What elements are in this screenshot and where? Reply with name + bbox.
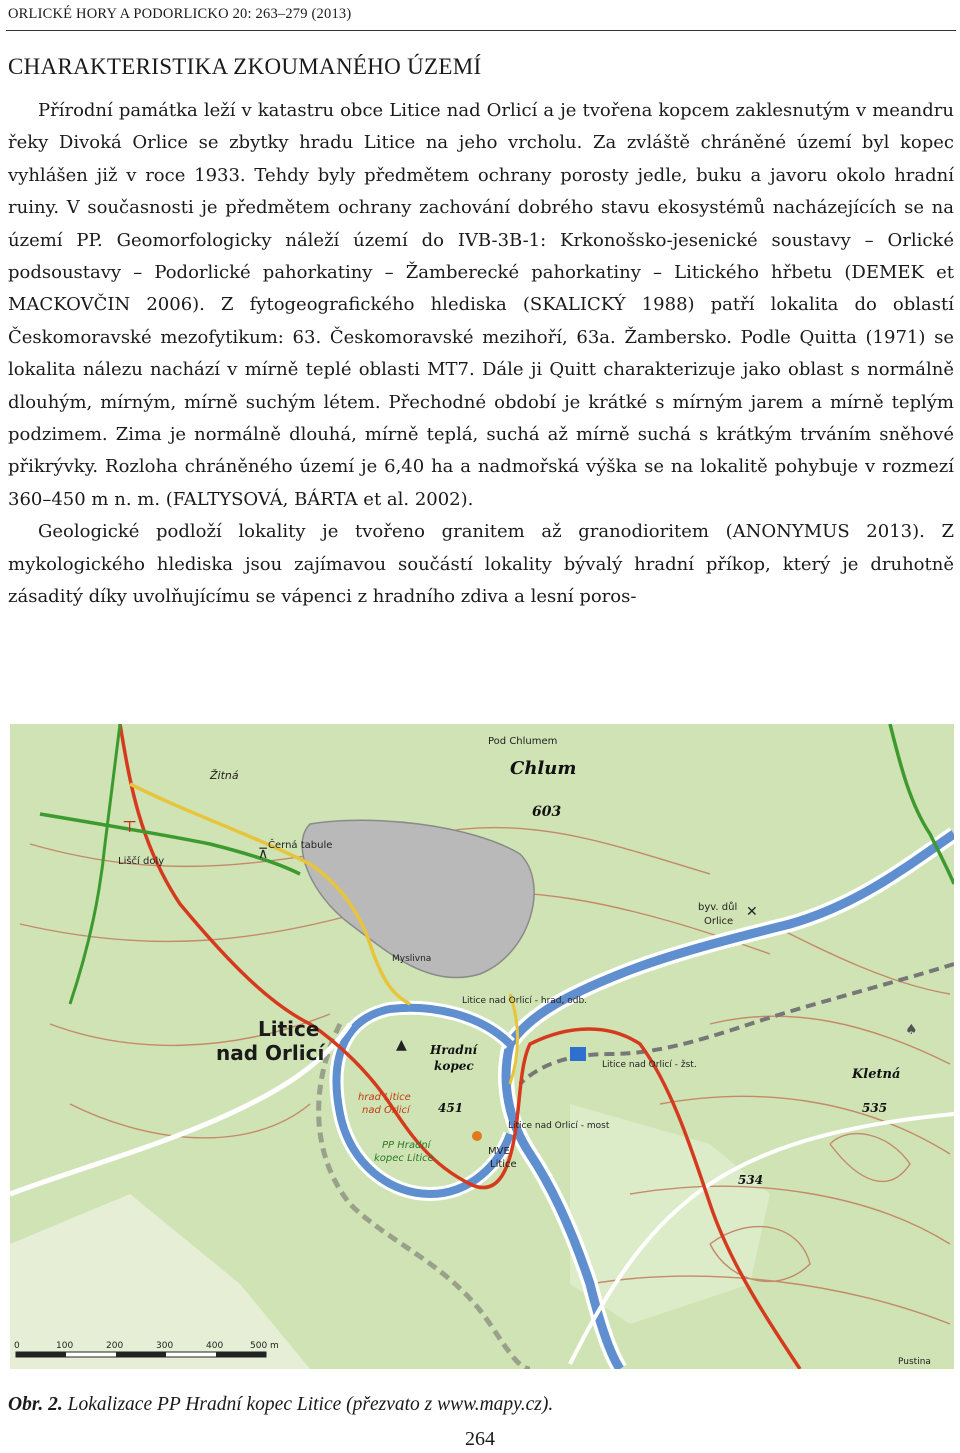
map-label-byv-dul: byv. důl: [698, 902, 738, 913]
scale-label-300: 300: [156, 1341, 174, 1351]
map-castle-icon: ▲: [396, 1037, 407, 1053]
map-label-chlum: Chlum: [510, 758, 577, 779]
scale-label-0: 0: [14, 1341, 20, 1351]
figure-caption: [8, 1394, 553, 1416]
map-label-orlice: Orlice: [704, 916, 734, 927]
caption-text: Lokalizace PP Hradní kopec Litice (přezvato z www.mapy.cz).: [67, 1394, 554, 1415]
map-label-litice-most: Litice nad Orlicí - most: [508, 1121, 610, 1131]
map-label-pod-chlumem: Pod Chlumem: [488, 736, 558, 747]
map-label-lisci-doly: Liščí doly: [118, 856, 165, 867]
map-signpost-icon: ⊤: [122, 817, 138, 836]
scale-label-400: 400: [206, 1341, 224, 1351]
scale-label-100: 100: [56, 1341, 74, 1351]
header-rule: [6, 30, 956, 31]
page-number: 264: [465, 1428, 495, 1450]
map-label-town-litice: Litice: [258, 1017, 320, 1041]
caption-label: Obr. 2.: [8, 1394, 63, 1415]
map-label-mve-litice: Litice: [490, 1159, 517, 1170]
body-text: [8, 95, 954, 614]
map-tree-icon: ♠: [905, 1022, 918, 1038]
map-label-hrad-litice: hrad Litice: [358, 1092, 411, 1103]
map-label-kletna: Kletná: [852, 1067, 901, 1082]
scale-label-500: 500 m: [250, 1341, 279, 1351]
map-label-litice-zst: Litice nad Orlicí - žst.: [602, 1060, 697, 1070]
map-label-hrad-nad-orlici: nad Orlicí: [362, 1105, 410, 1116]
map-label-chlum-elevation: 603: [532, 804, 562, 820]
running-head: ORLICKÉ HORY A PODORLICKO 20: 263–279 (2013): [8, 6, 352, 22]
map-label-pp-kopec-litice: kopec Litice: [374, 1153, 434, 1164]
map-label-kopec: kopec: [434, 1059, 474, 1073]
map-label-kletna-elevation: 535: [862, 1101, 888, 1115]
map-label-litice-hrad: Litice nad Orlicí - hrad, odb.: [462, 996, 588, 1006]
paragraph-2: Geologické podloží lokality je tvořeno granitem až granodioritem (ANONYMUS 2013). Z mykologického hlediska jsou zajímavou součástí lokality bývalý hradní příkop, který je druhotně zásaditý díky uvolňujícímu se vápenci z hradního zdiva a lesní poros-: [8, 521, 954, 608]
map-label-hrad-elevation: 451: [438, 1101, 464, 1115]
map-label-mve: MVE: [488, 1146, 510, 1157]
map-image: [10, 724, 954, 1369]
map-label-town-nad-orlici: nad Orlicí: [216, 1041, 325, 1065]
map-poi-icon: [472, 1131, 482, 1141]
map-label-elevation-534: 534: [738, 1173, 764, 1187]
map-label-cerna-tabule: Černá tabule: [268, 840, 333, 851]
map-label-zitna: Žitná: [210, 769, 239, 782]
map-label-myslivna: Myslivna: [392, 954, 432, 964]
section-title: CHARAKTERISTIKA ZKOUMANÉHO ÚZEMÍ: [8, 54, 482, 79]
map-station-icon: [570, 1047, 586, 1061]
scale-label-200: 200: [106, 1341, 124, 1351]
map-label-pustina: Pustina: [898, 1357, 931, 1367]
map-label-pp-hradni: PP Hradní: [382, 1140, 431, 1151]
map-label-hradni: Hradní: [430, 1043, 478, 1057]
map-picnic-icon: ⊼: [258, 846, 269, 862]
map-figure: [10, 724, 954, 1369]
map-mine-icon: ✕: [746, 904, 758, 920]
paragraph-1: Přírodní památka leží v katastru obce Litice nad Orlicí a je tvořena kopcem zaklesnutým v meandru řeky Divoká Orlice se zbytky hradu Litice na jeho vrcholu. Za zvláště chráněné území byl kopec vyhlášen již v roce 1933. Tehdy byly předmětem ochrany porosty jedle, buku a javoru okolo hradní ruiny. V současnosti je předmětem ochrany zachování dobrého stavu ekosystémů nacházejících se na území PP. Geomorfologicky náleží území do IVB-3B-1: Krkonošsko-jesenické soustavy – Orlické podsoustavy – Podorlické pahorkatiny – Žamberecké pahorkatiny – Litického hřbetu (DEMEK et MACKOVČIN 2006). Z fytogeografického hlediska (SKALICKÝ 1988) patří lokalita do oblastí Českomoravské mezofytikum: 63. Českomoravské mezihoří, 63a. Žambersko. Podle Quitta (1971) se lokalita nálezu nachází v mírně teplé oblasti MT7. Dále ji Quitt charakterizuje jako oblast s normálně dlouhým, mírným, mírně suchým létem. Přechodné období je krátké s mírným jarem a mírně teplým podzimem. Zima je normálně dlouhá, mírně teplá, suchá až mírně suchá s krátkým trváním sněhové přikrývky. Rozloha chráněného území je 6,40 ha a nadmořská výška se na lokalitě pohybuje v rozmezí 360–450 m n. m. (FALTYSOVÁ, BÁRTA et al. 2002).: [8, 100, 954, 510]
